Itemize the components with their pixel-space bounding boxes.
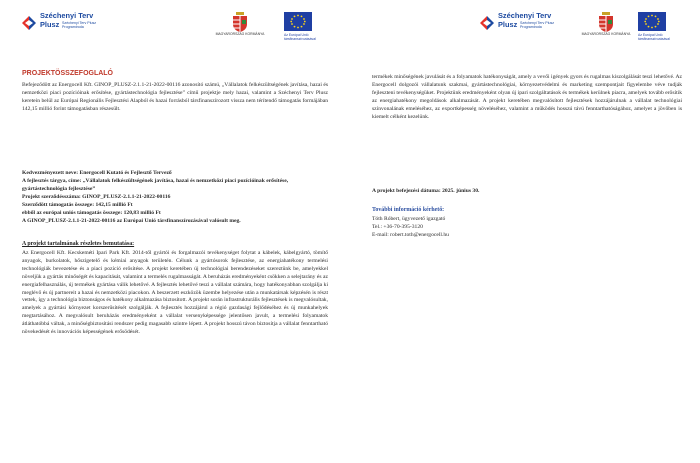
eu-logo [284,12,342,50]
government-text: MAGYARORSZÁG KORMÁNYA [215,32,265,36]
hungarian-crest-icon [598,12,614,32]
project-end-date: A projekt befejezési dátuma: 2025. június 30. [372,188,480,194]
eu-text-1: Az Európai Unió [284,33,309,37]
intro-paragraph: Befejeződött az Energocell Kft. GINOP_PLUSZ-2.1.1-21-2022-00116 azonosító számú, „Vállalatok felkészültségének javítása, hazai és nemzetközi piaci pozícióinak erősítése, gyártástechnológia fejlesztése” című projektje mely hazai, valamint a Széchenyi Terv Plusz keretein belül az Európai Regionális Fejlesztési Alapból és hazai forrásból társfinanszírozott vissza nem térítendő támogatás formájában 142,15 millió forint támogatásban részesült. [22,82,328,112]
info-contract-number: Projekt szerződésszáma: GINOP_PLUSZ-2.1.1-21-2022-00116 [22,194,171,200]
szechenyi-title-line1: Széchenyi Terv [498,11,552,20]
contact-phone: Tel.: +36-70-395-3120 [372,224,423,230]
szechenyi-title-line2: Plusz [40,20,60,29]
szechenyi-subtitle: Széchenyi Terv Plusz Programiroda [520,21,555,29]
page-title: PROJEKTÖSSZEFOGLALÓ [22,70,114,77]
eu-text-2: társfinanszírozásával [284,37,316,41]
eu-flag-icon [284,12,312,31]
contact-name: Tóth Róbert, ügyvezető igazgató [372,216,446,222]
szechenyi-title-line2: Plusz [498,20,518,29]
government-logo [214,12,266,48]
info-contracted-support: Szerződött támogatás összege: 142,15 millió Ft [22,202,133,208]
szechenyi-terv-logo [22,10,110,40]
info-subject: A fejlesztés tárgya, címe: „Vállalatok felkészültségének javítása, hazai és nemzetközi piaci pozícióinak erősítése, gyártástechnológia fejlesztése” [22,178,289,192]
szechenyi-mark-icon [22,16,36,30]
government-text: MAGYARORSZÁG KORMÁNYA [581,32,631,36]
szechenyi-title-line1: Széchenyi Terv [40,11,94,20]
details-paragraph: Az Energocell Kft. Kecskeméti Ipari Park Kft. 2014-től gyártói és forgalmazói tevékenységet folytat a kábelek, kábelgyártó, tömítő anyagok, burkolatok, hőszigetelő és kémiai anyagok területén. Célunk a gyártósorok fejlesztése, az energiahatékony termelési technológiák bevezetése és a piaci pozíció erősítése. A projekt keretében új technológiai berendezéseket szereztünk be, amelyekkel növeljük a gyártás minőségét és kapacitását, valamint a termelés rugalmasságát. A beruházás eredményeként csökken a selejtarány és az energiafelhasználás, új termékek gyártása válik lehetővé. A fejlesztés lehetővé teszi a vállalat számára, hogy hatékonyabban szolgálja ki meglévő és új partnereit a hazai és nemzetközi piacokon. A beszerzett eszközök üzembe helyezése után a munkatársak képzésén is részt vettek, így a technológia biztonságos és hatékony alkalmazása biztosított. A projekt során infrastrukturális fejlesztések is megvalósultak, amelyek a gyártási környezet korszerűsítését szolgálják. A fejlesztés hozzájárul a régió gazdasági fejlődéséhez és új munkahelyek megtartásához. A megvalósult beruházás eredményeként a vállalat versenyképessége jelentősen javult, a termelési folyamatok átláthatóbbá váltak, a minőségbiztosítási rendszer pedig magasabb szintre lépett. A projekt hosszú távon biztosítja a vállalat fenntartható növekedését és innovációs képességének erősödését. [22,250,328,336]
eu-text-1: Az Európai Unió [638,33,663,37]
eu-logo [638,12,696,50]
szechenyi-terv-logo [480,10,568,40]
info-cofinanced: A GINOP_PLUSZ-2.1.1-21-2022-00116 az Európai Unió társfinanszírozásával valósult meg. [22,218,241,224]
eu-flag-icon [638,12,666,31]
szechenyi-subtitle: Széchenyi Terv Plusz Programiroda [62,21,97,29]
contact-email[interactable]: E-mail: robert.toth@energocell.hu [372,232,449,238]
details-heading: A projekt tartalmának részletes bemutatása: [22,241,135,247]
contact-heading: További információ kérhető: [372,207,445,213]
info-eu-support: ebből az európai uniós támogatás összege: 120,83 millió Ft [22,210,161,216]
continued-paragraph: termékek minőségének javulását és a folyamatok hatékonyságát, amely a vevői igények gyors és rugalmas kiszolgálását teszi lehetővé. Az Energocell dolgozói vállalatunk szakmai, gyártástechnológiai, környezetvédelmi és marketing szempontjait figyelembe véve tudják fejleszteni tevékenységüket. Projektünk eredményeként olyan új ipari szolgáltatások és termékek kerülnek piacra, amelyek tovább erősítik az energiahatékony megoldások alkalmazását. A projekt keretében megvalósított fejlesztések hozzájárulnak a vállalat technológiai színvonalának emeléséhez, az exportképesség növeléséhez, valamint a működés hosszú távú fenntarthatóságához, amelyet a jövőben is kiemelt célként kezelünk. [372,74,682,120]
szechenyi-mark-icon [480,16,494,30]
info-beneficiary: Kedvezményezett neve: Energocell Kutató és Fejlesztő Tervező [22,170,172,176]
document-page-right [350,0,700,463]
government-logo [580,12,632,48]
eu-text-2: társfinanszírozásával [638,37,670,41]
hungarian-crest-icon [232,12,248,32]
